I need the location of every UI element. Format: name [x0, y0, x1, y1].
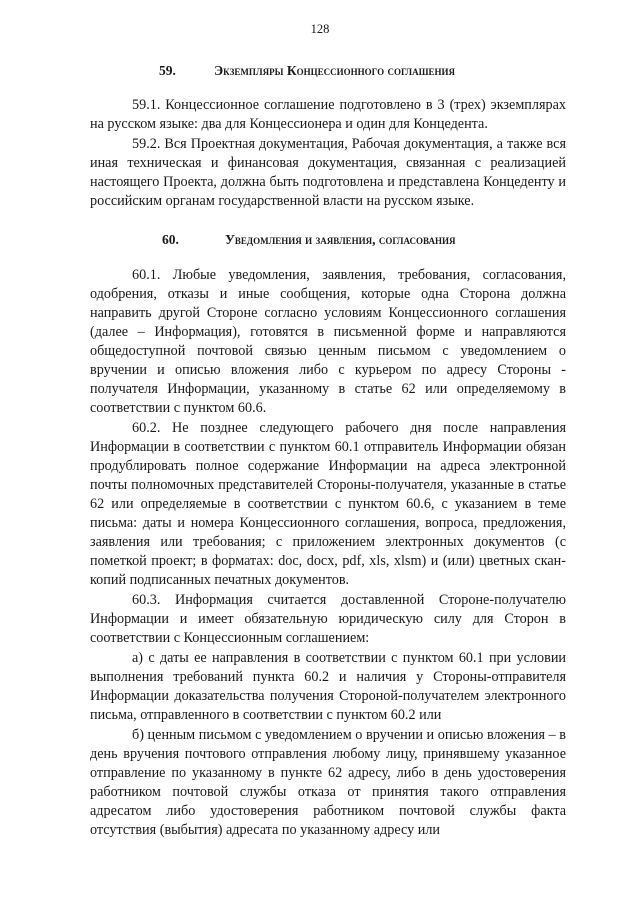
paragraph-60-3-a: а) с даты ее направления в соответствии с пунктом 60.1 при условии выполнения требований пункта 60.2 и наличия у Стороны-отправителя Информации доказательства получения Стороной-получателем электронного письма, отправленного в соответствии с пунктом 60.2 или	[90, 650, 566, 724]
paragraph-60-3-b: б) ценным письмом с уведомлением о вручении и описью вложения – в день вручения почтового отправления любому лицу, принявшему указанное отправление по указанному в пункте 62 адресу, либо в день удостоверения работником почтовой службы отказа от принятия такого отправления адресатом либо удостоверения работником почтовой службы факта отсутствия (выбытия) адресата по указанному адресу или	[90, 727, 566, 839]
section-59-title: Экземпляры Концессионного соглашения	[214, 63, 455, 78]
paragraph-60-3: 60.3. Информация считается доставленной Стороне-получателю Информации и имеет обязательную юридическую силу для Сторон в соответствии с Концессионным соглашением:	[90, 592, 566, 647]
section-59-number: 59.	[159, 63, 176, 78]
paragraph-60-1: 60.1. Любые уведомления, заявления, требования, согласования, одобрения, отказы и иные сообщения, которые одна Сторона должна направить другой Стороне согласно условиям Концессионного соглашения (далее – Информация), готовятся в письменной форме и направляются общедоступной почтовой связью ценным письмом с уведомлением о вручении и описью вложения либо с курьером по адресу Стороны - получателя Информации, указанному в статье 62 или определяемому в соответствии с пунктом 60.6.	[90, 267, 566, 417]
page-number: 128	[310, 22, 330, 36]
section-60-title: Уведомления и заявления, согласования	[225, 232, 456, 247]
paragraph-59-1: 59.1. Концессионное соглашение подготовлено в 3 (трех) экземплярах на русском языке: два для Концессионера и один для Концедента.	[90, 97, 566, 133]
section-60-number: 60.	[162, 232, 179, 247]
paragraph-59-2: 59.2. Вся Проектная документация, Рабочая документация, а также вся иная техническая и финансовая документация, связанная с реализацией настоящего Проекта, должна быть подготовлена и представлена Концеденту и российским органам государственной власти на русском языке.	[90, 136, 566, 210]
paragraph-60-2: 60.2. Не позднее следующего рабочего дня после направления Информации в соответствии с пунктом 60.1 отправитель Информации обязан продублировать полное содержание Информации на адреса электронной почты полномочных представителей Стороны-получателя, указанные в статье 62 или определяемые в соответствии с пунктом 60.6, с указанием в теме письма: даты и номера Концессионного соглашения, вопроса, предложения, заявления или требования; с приложением электронных документов (с пометкой проект; в форматах: doc, docx, pdf, xls, xlsm) и (или) цветных скан-копий подписанных печатных документов.	[90, 420, 566, 589]
